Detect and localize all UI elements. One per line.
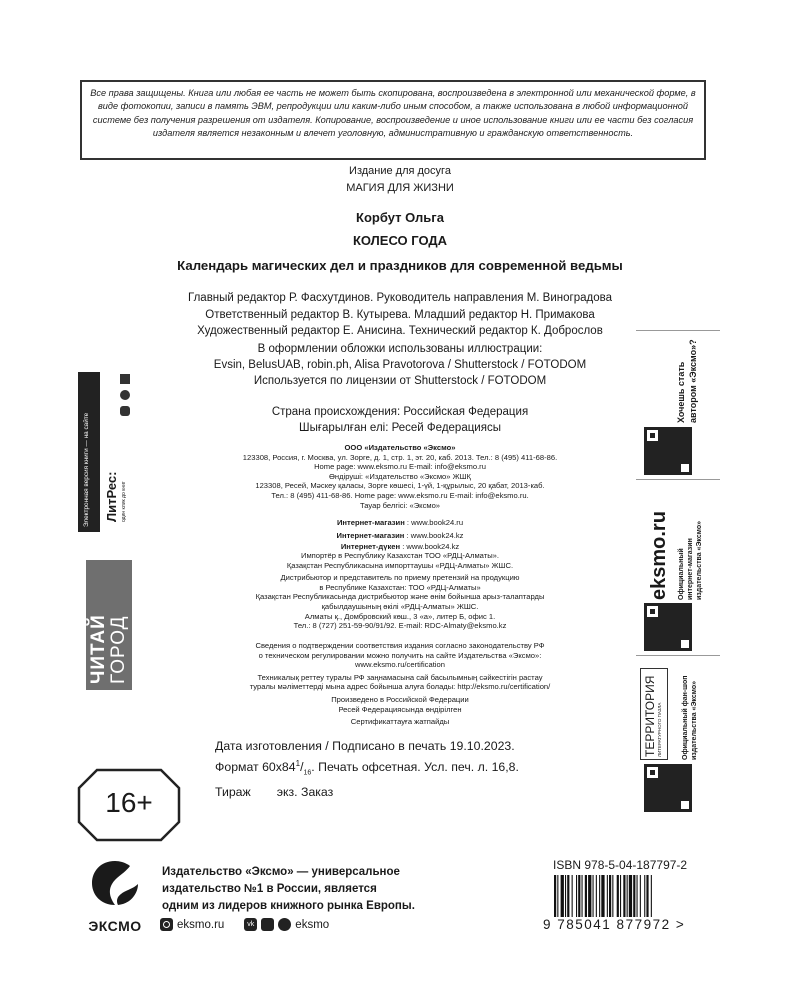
qr-code-icon bbox=[644, 427, 692, 475]
book-author: Корбут Ольга bbox=[356, 210, 444, 225]
ok-icon bbox=[261, 918, 274, 931]
print-date: Дата изготовления / Подписано в печать 19.10.2023. bbox=[215, 739, 515, 753]
cert-line: о техническом регулировании можно получить на сайте Издательства «Эксмо»: bbox=[258, 650, 542, 660]
publisher-line: Өндіруші: «Издательство «Эксмо» ЖШҚ bbox=[328, 471, 471, 481]
distributor-line: Тел.: 8 (727) 251-59-90/91/92. E-mail: RDC-Almaty@eksmo.kz bbox=[293, 621, 507, 631]
isbn: ISBN 978-5-04-187797-2 bbox=[553, 858, 688, 872]
rights-notice-box bbox=[80, 80, 706, 160]
shop-line: Интернет-магазин : www.book24.kz bbox=[336, 531, 464, 540]
instagram-icon bbox=[160, 918, 173, 931]
territory-logo bbox=[640, 668, 668, 760]
print-format: Формат $60x84^1/_{16}$. Печать офсетная. Усл. печ. л. 16,8. bbox=[215, 759, 519, 777]
credits-block bbox=[105, 290, 695, 340]
official-shop-line: издательства «Эксмо» bbox=[696, 521, 703, 600]
distributor-line: Дистрибьютор и представитель по приему претензий на продукцию bbox=[280, 573, 520, 583]
origin-line: Страна происхождения: Российская Федерация bbox=[271, 406, 529, 418]
book-subtitle: Календарь магических дел и праздников для современной ведьмы bbox=[177, 258, 623, 273]
qr-code-icon bbox=[644, 764, 692, 812]
gorod-text: ГОРОД bbox=[108, 615, 129, 684]
certification-block bbox=[170, 641, 630, 727]
distributor-line: Қазақстан Республикасында дистрибьютор және өнім бойынша арыз-талаптарды bbox=[255, 592, 545, 602]
origin-block bbox=[140, 404, 660, 436]
eksmo-logo-icon bbox=[88, 858, 142, 908]
want-author-text-2: автором «Эксмо»? bbox=[688, 339, 698, 423]
litres-tagline: один клик до книг bbox=[121, 481, 127, 522]
eksmo-site-text: eksmo.ru bbox=[648, 511, 670, 600]
barcode-icon bbox=[548, 875, 708, 923]
age-rating-text: 16+ bbox=[105, 787, 153, 818]
cert-line: Ресей Федерациясында өндірілген bbox=[338, 704, 462, 714]
publisher-line: 123308, Ресей, Мәскеу қаласы, Зорге көшесі, 1-үй, 1-құрылыс, 20 қабат, 2013-каб. bbox=[255, 481, 545, 491]
distributor-line: в Республике Казахстан: ТОО «РДЦ-Алматы» bbox=[319, 582, 481, 592]
official-shop-line: Официальный bbox=[678, 548, 685, 600]
series-name: МАГИЯ ДЛЯ ЖИЗНИ bbox=[346, 182, 454, 194]
fanshop-line: издательства «Эксмо» bbox=[691, 681, 698, 760]
publisher-line: 123308, Россия, г. Москва, ул. Зорге, д. 1, стр. 1, эт. 20, каб. 2013. Тел.: 8 (495) 411-68-86. bbox=[242, 452, 558, 462]
vk-icon: vk bbox=[244, 918, 257, 931]
cert-line: Произведено в Российской Федерации bbox=[331, 694, 469, 704]
fanshop-panel bbox=[636, 662, 720, 818]
shop-line: Интернет-дүкен : www.book24.kz bbox=[340, 542, 460, 551]
territory-small-text: ЛИТЕРАТУРНОГО ПАЗЛА bbox=[657, 702, 662, 757]
social-links bbox=[160, 918, 329, 931]
publisher-line: Тауар белгісі: «Эксмо» bbox=[359, 500, 441, 510]
windows-icon bbox=[120, 374, 130, 384]
illustrations-line: Используется по лицензии от Shutterstock / FOTODOM bbox=[253, 375, 547, 387]
credit-line: Художественный редактор Е. Анисина. Технический редактор К. Доброслов bbox=[197, 325, 603, 337]
litres-vertical-text: Электронная версия книги — на сайте bbox=[83, 412, 90, 527]
litres-panel bbox=[78, 372, 138, 532]
shops-block bbox=[170, 517, 630, 552]
credit-line: Ответственный редактор В. Кутырева. Младший редактор Н. Примакова bbox=[205, 308, 595, 321]
qr-code-icon bbox=[644, 603, 692, 651]
eksmo-logo-text: ЭКСМО bbox=[88, 918, 142, 934]
distributor-line: Импортёр в Республику Казахстан ТОО «РДЦ-Алматы». bbox=[300, 551, 499, 560]
publisher-line: Home page: www.eksmo.ru E-mail: info@eksmo.ru bbox=[314, 462, 486, 472]
edition-type: Издание для досуга bbox=[349, 165, 451, 177]
barcode-digits: 9 785041 877972 > bbox=[543, 917, 686, 932]
publisher-line: Тел.: 8 (495) 411-68-86. Home page: www.eksmo.ru E-mail: info@eksmo.ru. bbox=[271, 490, 529, 500]
illustrations-line: Evsin, BelusUAB, robin.ph, Alisa Pravotorova / Shutterstock / FOTODOM bbox=[213, 359, 587, 371]
cert-line: www.eksmo.ru/certification bbox=[355, 660, 445, 670]
publisher-description: Издательство «Эксмо» — универсальное издательство №1 в России, является одним из лидеров книжного рынка Европы. bbox=[162, 866, 415, 912]
chitai-text: ЧИТАЙ bbox=[88, 614, 109, 684]
distributors-block bbox=[170, 551, 630, 631]
print-run: Тираж экз. Заказ bbox=[215, 784, 334, 799]
illustrations-block bbox=[140, 341, 660, 389]
telegram-icon bbox=[278, 918, 291, 931]
distributor-line: Алматы қ., Домбровский көш., 3 «а», литер Б, офис 1. bbox=[304, 611, 496, 621]
rights-notice-text: Все права защищены. Книга или любая ее часть не может быть скопирована, воспроизведена в электронной или механической форме, в виде фотокопии, записи в память ЭВМ, репродукции или каким-либо иным способом, а также использована в любой информационной системе без получения разрешения от издателя. Копирование, воспроизведение и иное использование книги или ее части без согласия издателя является незаконным и влечет уголовную, административную и гражданскую ответственность. bbox=[90, 88, 696, 139]
social-handle[interactable]: eksmo bbox=[295, 918, 330, 931]
distributor-line: қабылдаушының өкілі «РДЦ-Алматы» ЖШС. bbox=[321, 601, 479, 611]
shop-line: Интернет-магазин : www.book24.ru bbox=[336, 518, 464, 527]
cert-line: Сведения о подтверждении соответствия издания согласно законодательству РФ bbox=[255, 641, 545, 650]
want-author-text: Хочешь стать bbox=[676, 361, 686, 423]
android-icon bbox=[120, 390, 130, 400]
site-link[interactable]: eksmo.ru bbox=[177, 918, 225, 931]
want-author-panel bbox=[636, 330, 720, 480]
eksmo-shop-panel bbox=[636, 488, 720, 656]
publisher-name: ООО «Издательство «Эксмо» bbox=[344, 443, 456, 452]
territory-text: ТЕРРИТОРИЯ bbox=[643, 675, 657, 757]
official-shop-line: интернет-магазин bbox=[687, 538, 694, 600]
cert-line: Сертификаттауға жатпайды bbox=[350, 717, 450, 727]
apple-icon bbox=[120, 406, 130, 416]
illustrations-line: В оформлении обложки использованы иллюстрации: bbox=[257, 343, 543, 355]
fanshop-line: Официальный фан-шоп bbox=[682, 675, 689, 760]
cert-line: туралы мәліметтерді мына адрес бойынша алуға болады: http://eksmo.ru/certification/ bbox=[249, 682, 551, 692]
print-info bbox=[215, 737, 585, 801]
origin-line: Шығарылған елі: Ресей Федерациясы bbox=[299, 422, 501, 434]
litres-logo: ЛитРес: bbox=[104, 471, 119, 522]
cert-line: Техникалық реттеу туралы РФ заңнамасына сай басылымның сәйкестігін растау bbox=[257, 672, 543, 682]
book-title: КОЛЕСО ГОДА bbox=[352, 233, 448, 248]
distributor-line: Қазақстан Республикасына импорттаушы «РДЦ-Алматы» ЖШС. bbox=[286, 560, 514, 570]
chitai-gorod-panel bbox=[86, 560, 132, 690]
credit-line: Главный редактор Р. Фасхутдинов. Руководитель направления М. Виноградова bbox=[188, 292, 612, 304]
publisher-block bbox=[170, 443, 630, 510]
